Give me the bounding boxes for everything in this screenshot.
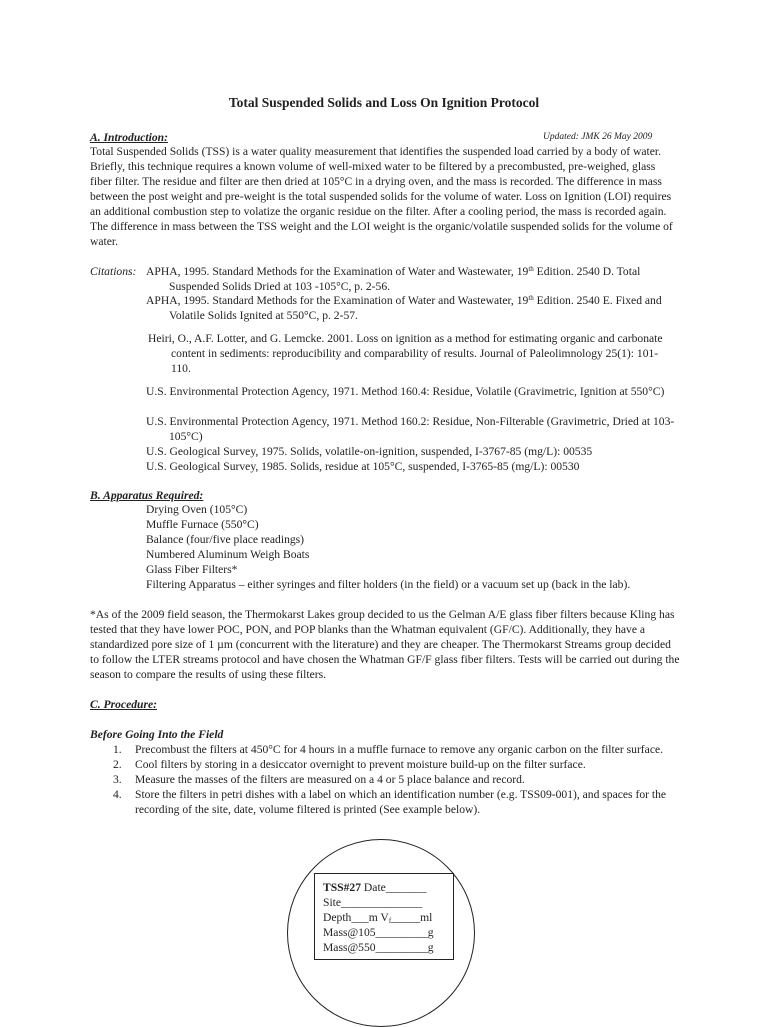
citations-label: Citations: xyxy=(90,265,137,278)
filter-footnote: *As of the 2009 field season, the Thermokarst Lakes group decided to us the Gelman A/E glass fiber filters because Kling has tested that they have lower POC, PON, and POP blanks than the Whatman equivalent (GF/C). Additionally, they have a standardized pore size of 1 µm (concurrent with the literature) and they are cheaper. The Thermokarst Streams group decided to follow the LTER streams protocol and have chosen the Whatman GF/F glass fiber filters. Tests will be carried out during the season to compare the results of using these filters. xyxy=(90,608,680,681)
citation-usgs-1985: U.S. Geological Survey, 1985. Solids, residue at 105°C, suspended, I-3765-85 (mg/L): 00530 xyxy=(146,460,580,473)
citation-text: Edition. 2540 D. Total Suspended Solids Dried at 103 -105°C, p. 2-56. xyxy=(169,265,641,293)
label-date: Date_______ xyxy=(361,881,427,894)
label-depth: Depth___m V xyxy=(323,911,389,924)
label-line-id xyxy=(323,880,453,895)
label-depth-sub: f xyxy=(388,917,392,925)
procedure-step xyxy=(90,742,680,757)
intro-heading-text: A. Introduction: xyxy=(90,131,168,144)
label-tss-number: TSS#27 xyxy=(323,881,362,894)
citation-epa-160-2: U.S. Environmental Protection Agency, 1971. Method 160.2: Residue, Non-Filterable (Gravimetric, Dried at 103-105°C) xyxy=(146,415,675,443)
citation-usgs-1975: U.S. Geological Survey, 1975. Solids, volatile-on-ignition, suspended, I-3767-85 (mg/L): 00535 xyxy=(146,445,593,458)
citation-sup: th xyxy=(528,265,534,273)
apparatus-list xyxy=(146,502,630,592)
label-line-depth xyxy=(323,910,453,925)
step-number: 4. xyxy=(113,788,122,801)
label-site: Site______________ xyxy=(323,896,423,909)
procedure-heading xyxy=(90,697,680,712)
citation-apha-2540d xyxy=(146,264,686,294)
citation-apha-2540e xyxy=(146,293,686,323)
apparatus-item: Filtering Apparatus – either syringes and filter holders (in the field) or a vacuum set up (back in the lab). xyxy=(146,578,631,591)
citation-text: Edition. 2540 E. Fixed and Volatile Solids Ignited at 550°C, p. 2-57. xyxy=(169,294,662,322)
procedure-steps xyxy=(90,742,680,817)
label-mass-105: Mass@105_________g xyxy=(323,926,434,939)
citation-sup: th xyxy=(528,294,534,302)
procedure-step xyxy=(90,787,680,817)
citation-text: APHA, 1995. Standard Methods for the Examination of Water and Wastewater, 19 xyxy=(146,265,529,278)
procedure-heading-text: C. Procedure: xyxy=(90,698,157,711)
step-text: Measure the masses of the filters are measured on a 4 or 5 place balance and record. xyxy=(135,773,525,786)
intro-paragraph: Total Suspended Solids (TSS) is a water quality measurement that identifies the suspended load carried by a body of water. Briefly, this technique requires a known volume of well-mixed water to be filtered by a precombusted, pre-weighed, glass fiber filter. The residue and filter are then dried at 105°C in a drying oven, and the mass is recorded. The difference in mass between the post weight and pre-weight is the total suspended solids for the volume of water. Loss on Ignition (LOI) requires an additional combustion step to volatize the organic residue on the filter. After a cooling period, the mass is recorded again. The difference in mass between the TSS weight and the LOI weight is the organic/volatile suspended solids for the volume of water. xyxy=(90,145,673,248)
step-text: Precombust the filters at 450°C for 4 hours in a muffle furnace to remove any organic carbon on the filter surface. xyxy=(135,743,664,756)
apparatus-item: Muffle Furnace (550°C) xyxy=(146,518,259,531)
sample-label-box xyxy=(314,873,454,960)
step-number: 3. xyxy=(113,773,122,786)
document-title: Total Suspended Solids and Loss On Ignition Protocol xyxy=(228,95,540,110)
apparatus-item: Numbered Aluminum Weigh Boats xyxy=(146,548,310,561)
label-mass-550: Mass@550_________g xyxy=(323,941,434,954)
procedure-step xyxy=(90,772,680,787)
label-volume: _____ml xyxy=(391,911,433,924)
apparatus-item: Drying Oven (105°C) xyxy=(146,503,248,516)
step-text: Cool filters by storing in a desiccator overnight to prevent moisture build-up on the filter surface. xyxy=(135,758,586,771)
citation-epa-160-4: U.S. Environmental Protection Agency, 1971. Method 160.4: Residue, Volatile (Gravimetric, Ignition at 550°C) xyxy=(146,385,665,398)
citation-heiri-2001: Heiri, O., A.F. Lotter, and G. Lemcke. 2001. Loss on ignition as a method for estimating organic and carbonate content in sediments: reproducibility and comparability of results. Journal of Paleolimnology 25(1): 101-110. xyxy=(148,332,663,375)
updated-note: Updated: JMK 26 May 2009 xyxy=(543,132,653,142)
step-number: 2. xyxy=(113,758,122,771)
step-text: Store the filters in petri dishes with a label on which an identification number (e.g. TSS09-001), and spaces for the recording of the site, date, volume filtered is printed (See example below). xyxy=(135,788,667,816)
citation-text: APHA, 1995. Standard Methods for the Examination of Water and Wastewater, 19 xyxy=(146,294,529,307)
apparatus-item: Glass Fiber Filters* xyxy=(146,563,238,576)
apparatus-heading xyxy=(90,488,680,503)
procedure-subheading: Before Going Into the Field xyxy=(90,728,224,741)
procedure-step xyxy=(90,757,680,772)
apparatus-heading-text: B. Apparatus Required: xyxy=(90,489,204,502)
step-number: 1. xyxy=(113,743,122,756)
apparatus-item: Balance (four/five place readings) xyxy=(146,533,305,546)
